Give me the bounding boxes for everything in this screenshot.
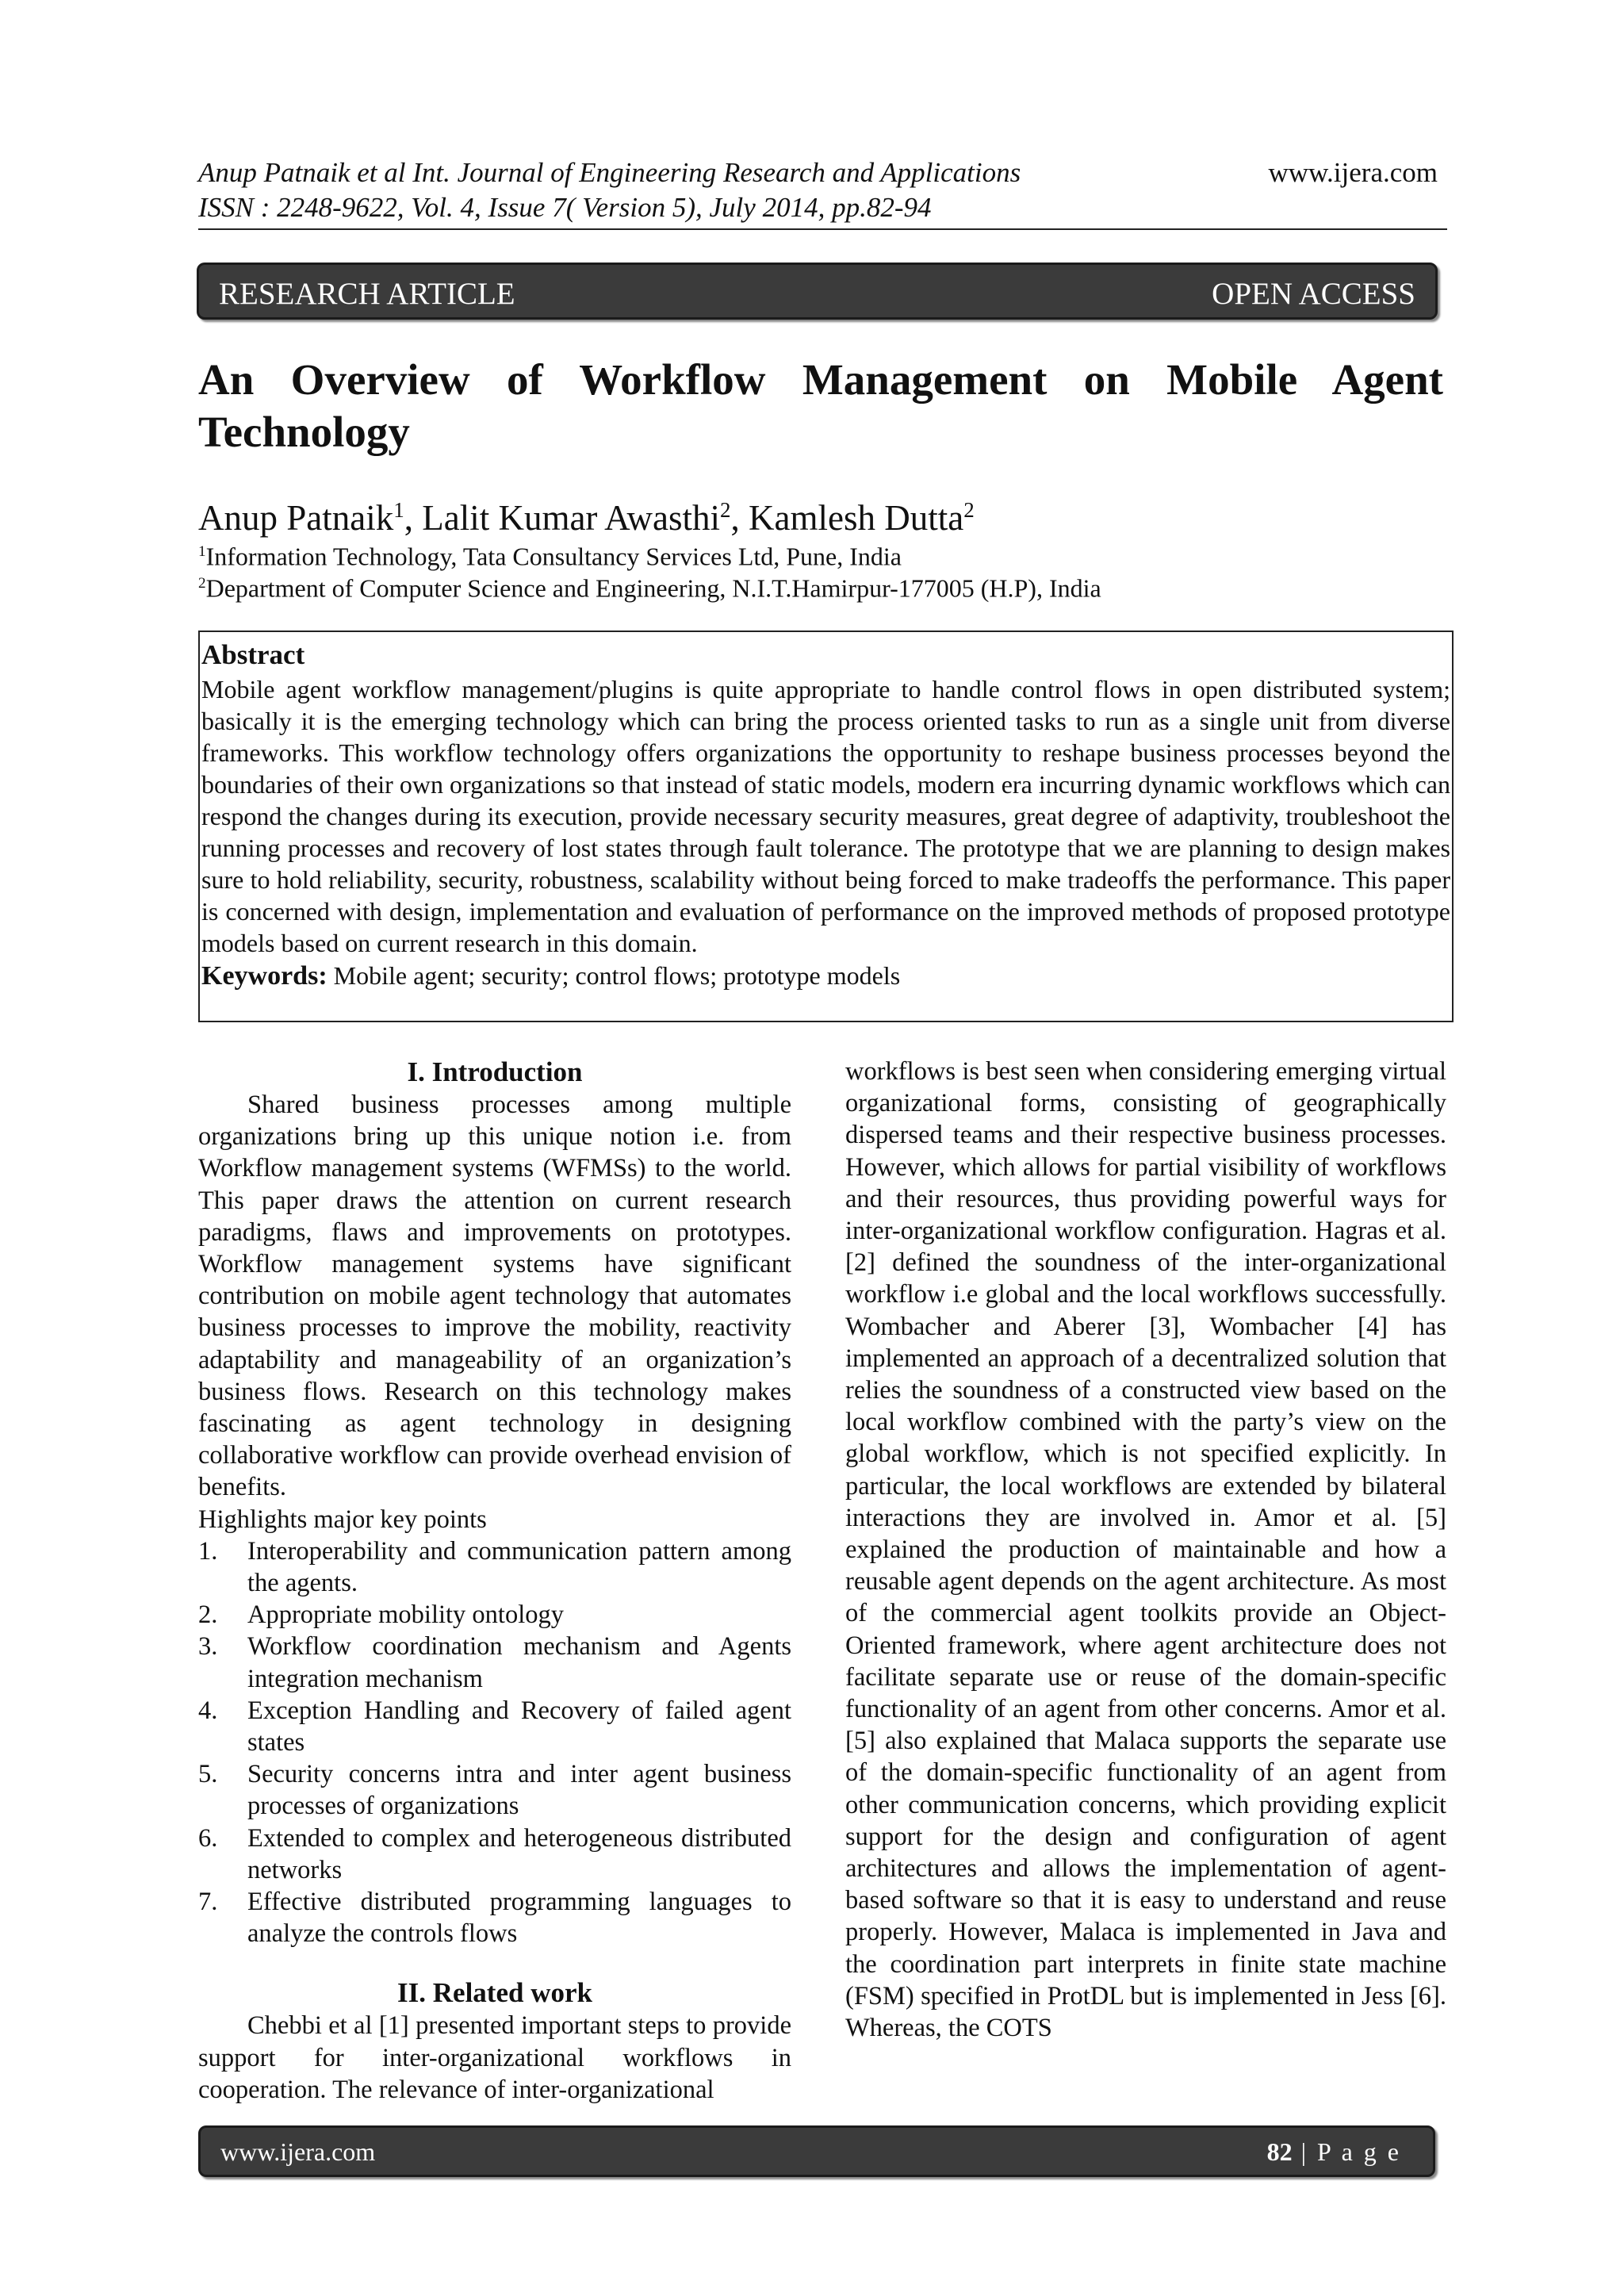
list-item: 6. Extended to complex and heterogeneous distributed networks [198,1823,791,1884]
title-line-1: An Overview of Workflow Management on Mobile Agent [198,355,1443,404]
footer-website[interactable]: www.ijera.com [220,2137,376,2166]
key-points-list [198,1535,791,1950]
page-footer [198,2125,1435,2177]
list-item: 7. Effective distributed programming languages to analyze the controls flows [198,1888,791,1949]
affiliation-mark: 1 [198,543,206,560]
header-divider [198,228,1447,230]
keywords-label: Keywords: [201,961,327,991]
journal-header [198,155,1021,225]
affiliation-text: Information Technology, Tata Consultancy Services Ltd, Pune, India [205,542,902,571]
author-list [198,488,975,540]
author-affiliation-mark: 2 [720,498,731,522]
journal-citation: Anup Patnaik et al Int. Journal of Engineering Research and Applications [198,157,1021,188]
right-column [845,1056,1446,2044]
related-work-paragraph: Chebbi et al [1] presented important steps to provide support for inter-organizational workflows in cooperation. The relevance of inter-organizational [198,2011,791,2104]
highlights-intro: Highlights major key points [198,1504,487,1534]
journal-issn: ISSN : 2248-9622, Vol. 4, Issue 7( Version 5), July 2014, pp.82-94 [198,192,932,223]
research-article-label: RESEARCH ARTICLE [219,277,515,311]
affiliation-mark: 2 [198,575,206,592]
journal-website[interactable]: www.ijera.com [1268,157,1438,188]
article-type-banner [197,263,1438,320]
list-item: 5. Security concerns intra and inter agent business processes of organizations [198,1760,791,1821]
author-name: Anup Patnaik [198,498,394,538]
left-column [198,1056,791,2106]
list-item: 2. Appropriate mobility ontology [198,1600,564,1630]
abstract-heading: Abstract [201,639,305,670]
title-line-2: Technology [198,408,410,456]
page-number: 82 | P a g e [1266,2137,1401,2166]
author-name: , Kamlesh Dutta [730,498,964,538]
list-item: 1. Interoperability and communication pattern among the agents. [198,1536,791,1598]
abstract-body: Mobile agent workflow management/plugins is quite appropriate to handle control flows in open distributed system; basically it is the emerging technology which can bring the process oriented tasks to run as a single unit from diverse frameworks. This workflow technology offers organizations the opportunity to reshape business processes beyond the boundaries of their own organizations so that instead of static models, modern era incurring dynamic workflows which can respond the changes during its execution, provide necessary security measures, great degree of adaptivity, troubleshoot the running processes and recovery of lost states through fault tolerance. The prototype that we are planning to design makes sure to hold reliability, security, robustness, scalability without being forced to make tradeoffs the performance. This paper is concerned with design, implementation and evaluation of performance on the improved methods of proposed prototype models based on current research in this domain. [201,675,1450,957]
open-access-label: OPEN ACCESS [1212,277,1415,311]
introduction-paragraph: Shared business processes among multiple organizations bring up this unique notion i.e. from Workflow management systems (WFMSs) to the world. This paper draws the attention on current research paradigms, flaws and improvements on prototypes. Workflow management systems have significant contribution on mobile agent technology that automates business processes to improve the mobility, reactivity adaptability and manageability of an organization’s business flows. Research on this technology makes fascinating as agent technology in designing collaborative workflow can provide overhead envision of benefits. [198,1091,791,1502]
paper-title [198,354,1443,458]
list-item: 3. Workflow coordination mechanism and Agents integration mechanism [198,1632,791,1693]
related-work-continued: workflows is best seen when considering emerging virtual organizational forms, consisting of geographically dispersed teams and their respective business processes. However, which allows for partial visibility of workflows and their resources, thus providing powerful ways for inter-organizational workflow configuration. Hagras et al. [2] defined the soundness of the inter-organizational workflow i.e global and the local workflows successfully. Wombacher and Aberer [3], Wombacher [4] has implemented an approach of a decentralized solution that relies the soundness of a constructed view based on the local workflow combined with the party’s view on the global workflow, which is not specified explicitly. In particular, the local workflows are extended by bilateral interactions they are involved in. Amor et al. [5] explained the production of maintainable and how a reusable agent depends on the agent architecture. As most of the commercial agent toolkits provide an Object-Oriented framework, where agent architecture does not facilitate separate use or reuse of the domain-specific functionality of an agent from other concerns. Amor et al. [5] also explained that Malaca supports the separate use of the domain-specific functionality of an agent from other communication concerns, which providing explicit support for the design and configuration of agent architectures and allows the implementation of agent-based software so that it is easy to understand and reuse properly. However, Malaca is implemented in Java and the coordination part interprets in finite state machine (FSM) specified in ProtDL but is implemented in Jess [6]. Whereas, the COTS [845,1057,1446,2043]
list-item: 4. Exception Handling and Recovery of failed agent states [198,1696,791,1757]
author-name: , Lalit Kumar Awasthi [404,498,721,538]
affiliation-2 [198,568,1101,604]
author-affiliation-mark: 2 [963,498,975,522]
related-work-heading: II. Related work [397,1977,592,2009]
introduction-heading: I. Introduction [407,1056,583,1087]
abstract-box [198,631,1454,1022]
affiliation-1 [198,536,902,573]
keywords-line [201,959,1450,993]
keywords-text: Mobile agent; security; control flows; prototype models [327,961,901,990]
author-affiliation-mark: 1 [393,498,404,522]
section-spacer [198,1949,791,1976]
affiliation-text: Department of Computer Science and Engineering, N.I.T.Hamirpur-177005 (H.P), India [205,573,1101,603]
